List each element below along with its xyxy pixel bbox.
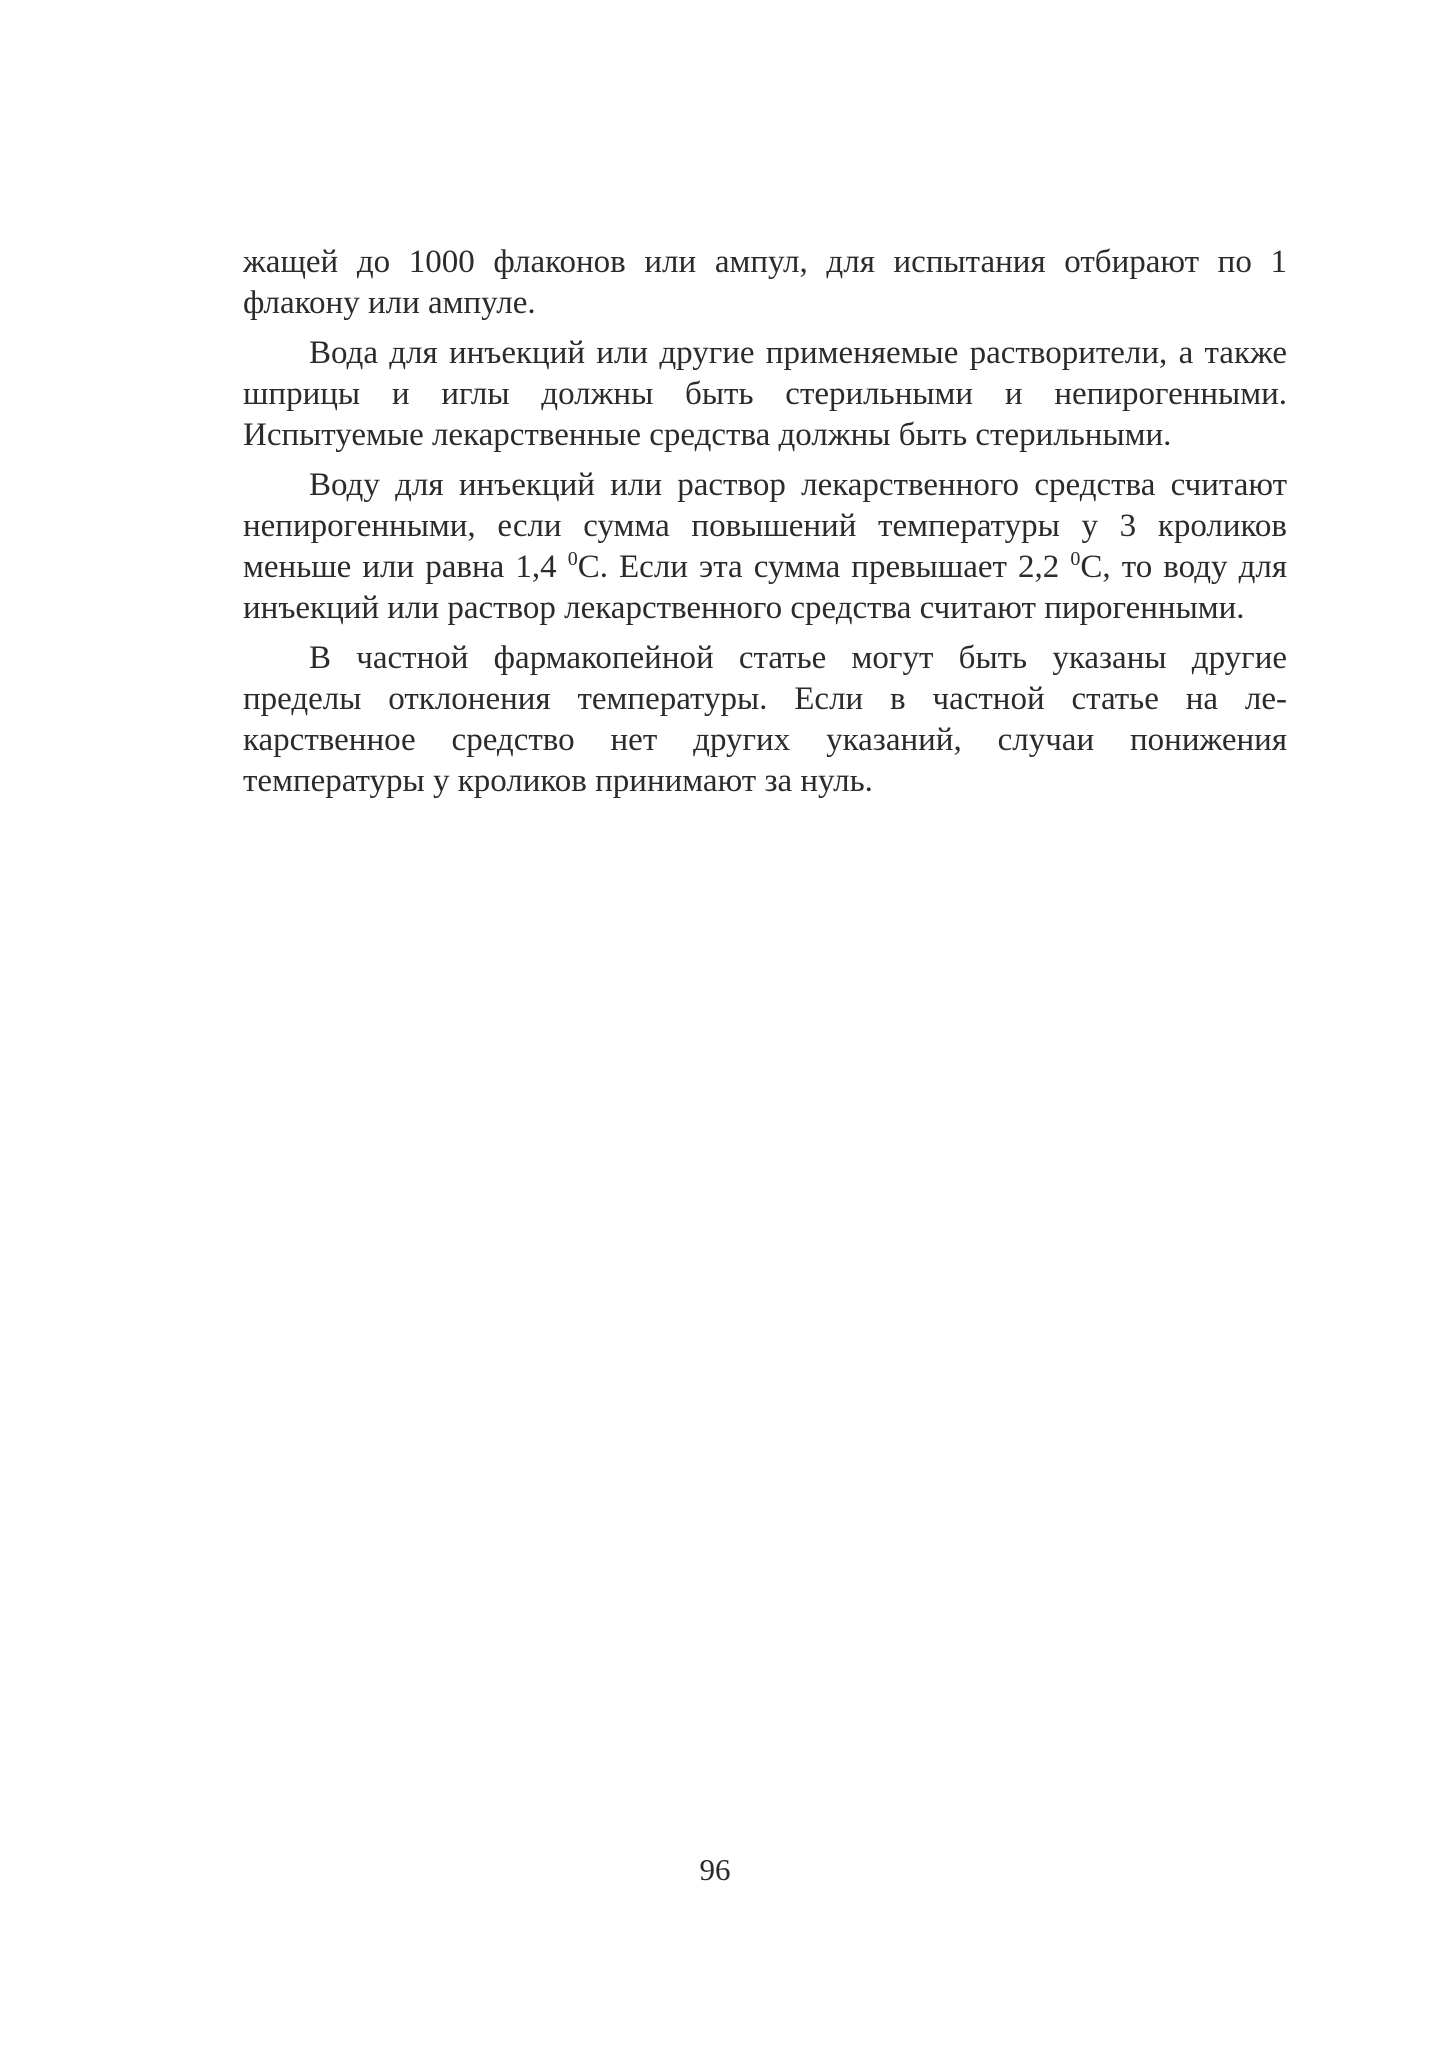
degree-superscript: 0 [1070, 548, 1081, 570]
paragraph-pyrogen-criteria [243, 465, 1287, 629]
paragraph-solvents: Вода для инъекций или другие применяемые растворители, а также шприцы и иглы должны быть стерильными и непирогенными. Испытуемые лекарственные средства должны быть стерильными. [243, 335, 1287, 453]
degree-superscript: 0 [567, 548, 578, 570]
paragraph-monograph-limits: В частной фармакопейной статье могут быть указаны другие пределы отклонения температуры. Если в частной статье на лекарственное средство нет других указаний, случаи понижения температуры у кроликов принимают за нуль. [243, 640, 1287, 799]
paragraph-continuation: жащей до 1000 флаконов или ампул, для испытания отбирают по 1 флакону или ампуле. [243, 244, 1287, 321]
page-number: 96 [699, 1852, 731, 1887]
paragraph-text-segment: Воду для инъекций или раствор лекарственного средства считают непирогенными, если сумма повышений температуры у 3 кроликов меньше или равна 1,4 [243, 467, 1287, 585]
body-text [243, 242, 1287, 811]
paragraph-text-segment: С, то воду для инъекций или раствор лекарственного средства считают пирогенными. [243, 549, 1288, 626]
paragraph-text-segment: С. Если эта сумма превышает 2,2 [577, 549, 1071, 585]
